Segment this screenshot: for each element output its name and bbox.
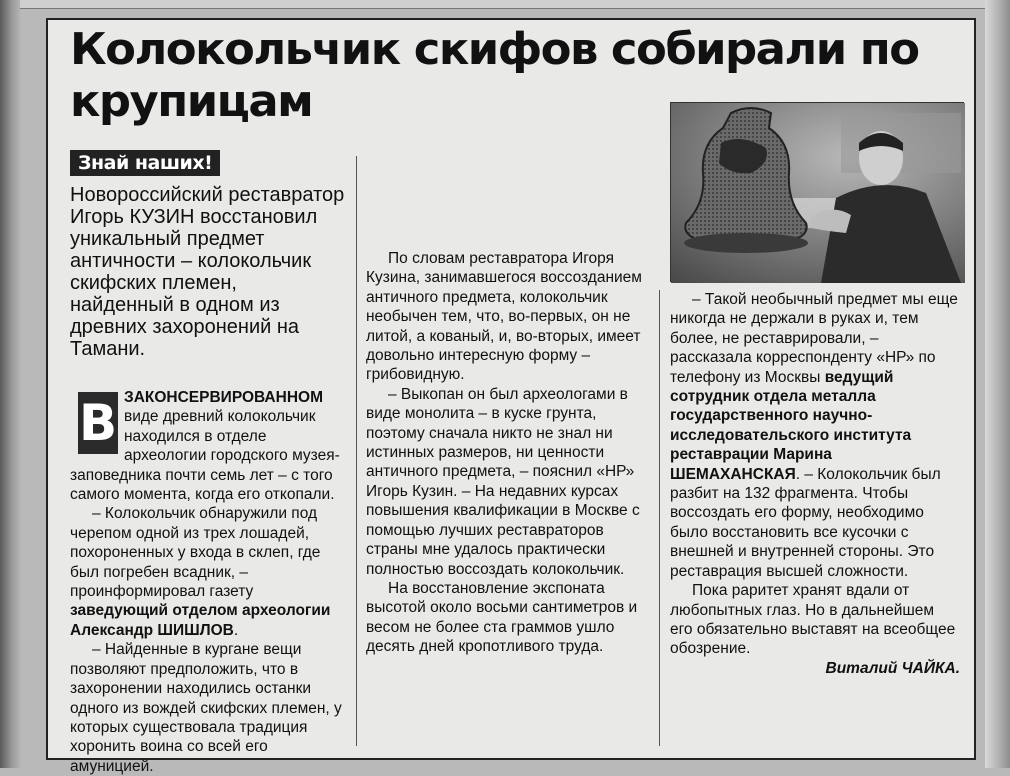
newspaper-article — [46, 18, 976, 775]
p4: По словам реставратора Игоря Кузина, занимавшегося воссозданием античного предмета, колокольчик необычен тем, что, во-первых, он не литой, а кованый, и, во-вторых, имеет довольно интересную форму – грибовидную. — [366, 250, 642, 384]
rubric-badge: Знай наших! — [70, 150, 220, 176]
top-page-strip — [20, 0, 985, 9]
lead-paragraph: Новороссийский реставратор Игорь КУЗИН восстановил уникальный предмет античности – колокольчик скифских племен, найденный в одном из древних захоронений на Тамани. — [70, 184, 345, 360]
p7 — [670, 290, 960, 581]
column-2 — [366, 151, 648, 657]
column-rule-2 — [659, 290, 660, 746]
p7-text: – Такой необычный предмет мы еще никогда не держали в руках и, тем более, не реставрировали, – рассказала корреспонденту «НР» по телефону из Москвы — [670, 291, 958, 386]
p3: – Найденные в кургане вещи позволяют предположить, что в захоронении находились останки одного из вождей скифских племен, у которых существовала традиция хоронить воина со всей его амуницией. — [70, 641, 342, 775]
p8: Пока раритет хранят вдали от любопытных глаз. Но в дальнейшем его обязательно выставят на всеобщее обозрение. — [670, 582, 956, 658]
drop-cap: В — [78, 394, 118, 452]
column-3 — [670, 290, 960, 678]
headline: Колокольчик скифов собирали по крупицам — [70, 24, 919, 127]
p6: На восстановление экспоната высотой около восьми сантиметров и весом не более ста граммов ушло десять дней кропотливого труда. — [366, 579, 638, 656]
column-1 — [70, 388, 348, 776]
p1-text: виде древний колокольчик находился в отделе археологии городского музея-заповедника почти семь лет – с того самого момента, когда его откопали. — [70, 408, 340, 504]
column-rule-1 — [356, 156, 357, 746]
left-page-edge — [0, 0, 20, 768]
p1-bold: ЗАКОНСЕРВИРОВАННОМ — [124, 389, 323, 406]
p7-bold: ведущий сотрудник отдела металла государственного научно-исследовательского института реставрации Марина ШЕМАХАНСКАЯ — [670, 368, 912, 483]
p2 — [70, 504, 348, 640]
right-page-edge — [985, 0, 1010, 768]
photo-restorer-with-bell — [670, 102, 964, 282]
p7-end: . – Колокольчик был разбит на 132 фрагмента. Чтобы воссоздать его форму, необходимо было восстановить все кусочки с внешней и внутренней стороны. Это реставрация высшей сложности. — [670, 465, 941, 580]
p2-end: . — [233, 621, 239, 639]
p2-text: – Колокольчик обнаружили под черепом одной из трех лошадей, похороненных у входа в склеп, где был погребен всадник, – проинформировал газету — [70, 505, 321, 601]
p2-bold: заведующий отделом археологии Александр ШИШЛОВ — [70, 602, 331, 639]
photo-illustration-icon — [671, 103, 965, 283]
p5: – Выкопан он был археологами в виде монолита – в куске грунта, поэтому сначала никто не знал ни истинных размеров, ни ценности античного предмета, – пояснил «НР» Игорь Кузин. – На недавних курсах повышения квалификации в Москве с помощью лучших реставраторов страны мне удалось практически полностью воссоздать колокольчик. — [366, 385, 640, 578]
author-signature: Виталий ЧАЙКА. — [825, 659, 960, 677]
